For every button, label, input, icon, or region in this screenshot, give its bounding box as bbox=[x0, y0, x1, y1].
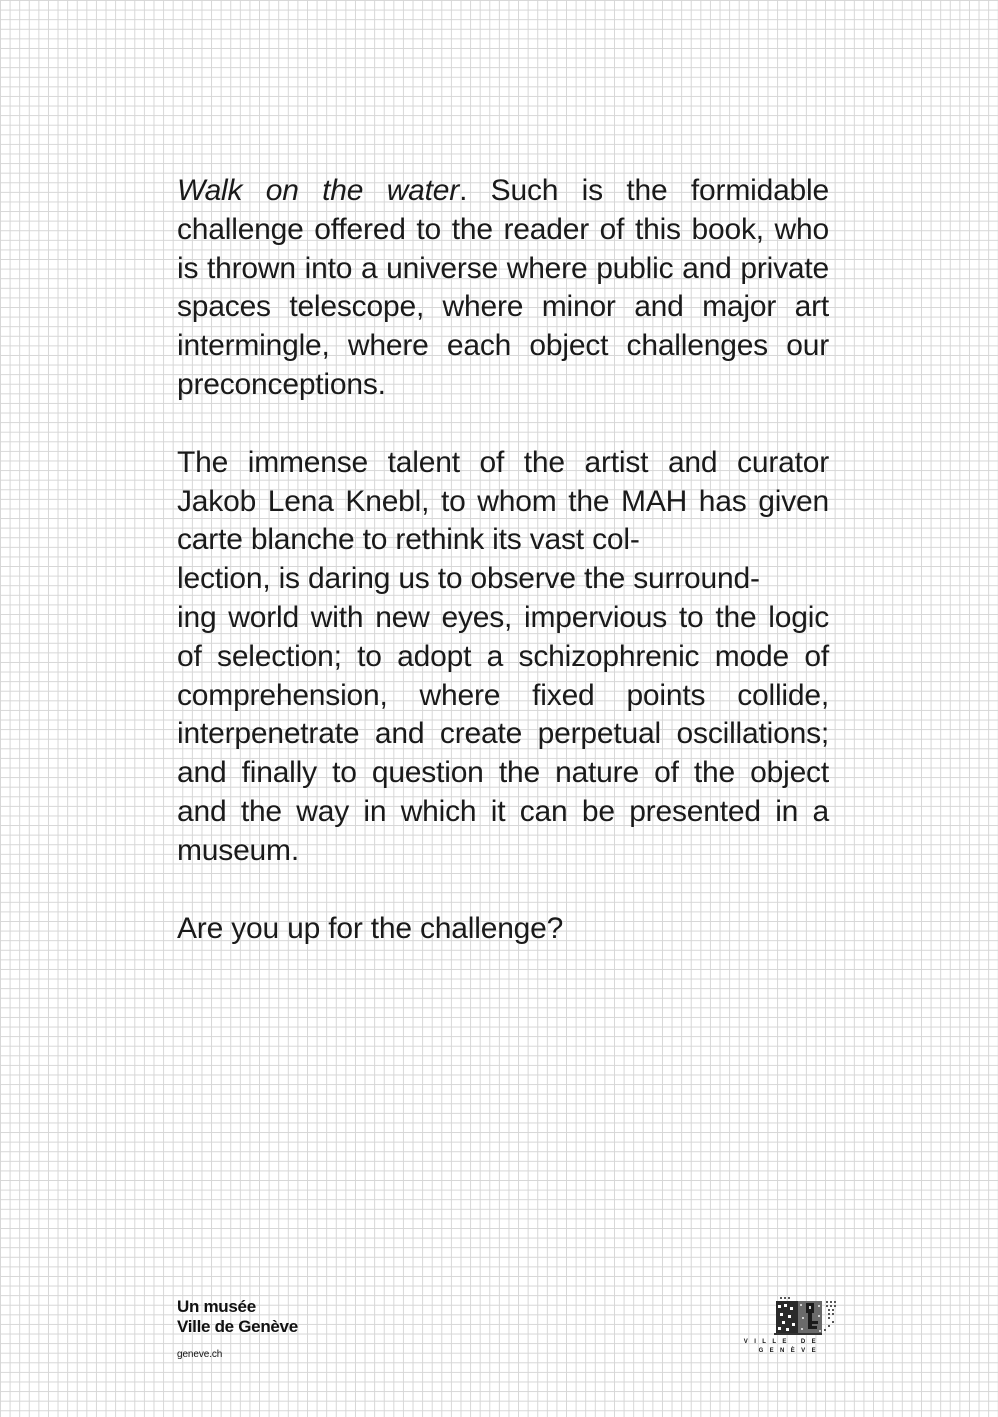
geneve-crest-icon bbox=[718, 1295, 842, 1339]
logo-text-ville-de: VILLE DE bbox=[743, 1339, 822, 1345]
ville-de-geneve-logo bbox=[718, 1295, 842, 1359]
book-title-italic: Walk on the water bbox=[177, 174, 460, 207]
footer-url: geneve.ch bbox=[177, 1349, 223, 1360]
paragraph-curator-text-1: The immense talent of the artist and curator Jakob Lena Knebl, to whom the MAH has given carte blanche to rethink its vast col bbox=[177, 445, 829, 557]
paragraph-question: Are you up for the challenge? bbox=[177, 911, 564, 945]
paragraph-intro bbox=[177, 172, 829, 405]
footer-credit bbox=[177, 1297, 298, 1361]
footer-line-musee: Un musée bbox=[177, 1297, 256, 1316]
footer-line-ville: Ville de Genève bbox=[177, 1317, 298, 1336]
paragraph-intro-text: . Such is the formidable challenge offered to the reader of this book, who is thrown into a universe where public and private spaces telescope, where minor and major art intermingle, where each object challenges our preconceptions. bbox=[177, 174, 829, 401]
paragraph-curator-text-2: lection, is daring us to observe the surround bbox=[177, 562, 750, 596]
paragraph-curator: The immense talent of the artist and curator Jakob Lena Knebl, to whom the MAH has given carte blanche to rethink its vast col- lection, is daring us to observe the surround- ing world with new eyes, impervious to the logic of selection; to adopt a schizophrenic mode of comprehension, where fixed points collide, interpenetrate and create perpetual oscillations; and finally to question the nature of the object and the way in which it can be presented in a museum. bbox=[177, 445, 829, 867]
body-text bbox=[177, 172, 829, 987]
paragraph-curator-text-3: ing world with new eyes, impervious to the logic of selection; to adopt a schizophrenic mode of comprehension, where fixed points collide, interpenetrate and create perpetual oscillations; and finally to question the nature of the object and the way in which it can be presented in a museum. bbox=[177, 600, 829, 867]
logo-text-geneve: GENÈVE bbox=[758, 1348, 822, 1354]
